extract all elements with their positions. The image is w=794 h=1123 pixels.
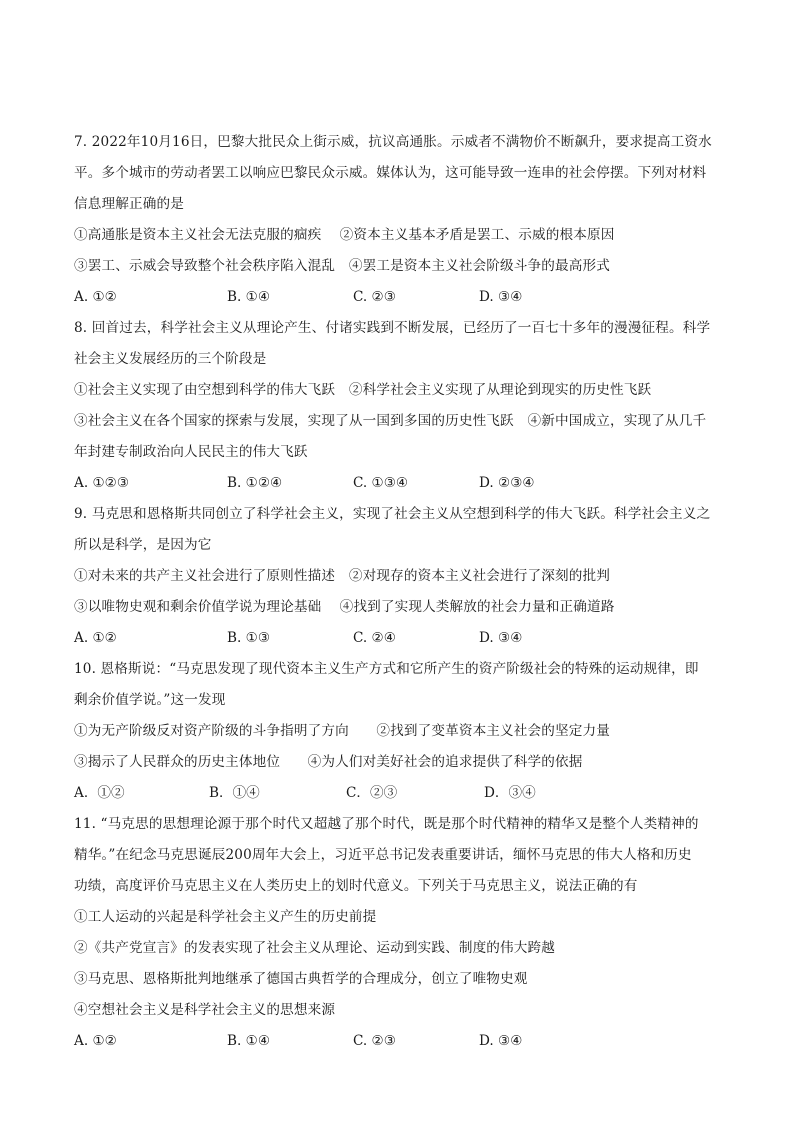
option-d[interactable]: D．③④ — [484, 785, 536, 801]
option-c[interactable]: C．②③ — [346, 785, 398, 801]
question-8-statement-2: ③社会主义在各个国家的探索与发展，实现了从一国到多国的历史性飞跃 ④新中国成立，实现了从几千 — [74, 413, 707, 429]
question-9-statement-2: ③以唯物史观和剩余价值学说为理论基础 ④找到了实现人类解放的社会力量和正确道路 — [74, 599, 615, 615]
question-8-statement-3: 年封建专制政治向人民民主的伟大飞跃 — [74, 444, 308, 460]
question-11-options — [74, 1031, 634, 1051]
question-7-statement-1: ①高通胀是资本主义社会无法克服的痼疾 ②资本主义基本矛盾是罢工、示威的根本原因 — [74, 227, 615, 243]
question-11-statement-1: ①工人运动的兴起是科学社会主义产生的历史前提 — [74, 909, 377, 925]
question-10-statement-2: ③揭示了人民群众的历史主体地位 ④为人们对美好社会的追求提供了科学的依据 — [74, 754, 583, 770]
option-d[interactable]: D. ③④ — [479, 1033, 523, 1049]
option-d[interactable]: D. ③④ — [479, 630, 523, 646]
option-c[interactable]: C. ②④ — [353, 630, 396, 646]
option-a[interactable]: A. ①② — [74, 289, 117, 305]
question-7-options — [74, 287, 634, 307]
option-b[interactable]: B. ①④ — [227, 289, 271, 305]
question-8-statement-1: ①社会主义实现了由空想到科学的伟大飞跃 ②科学社会主义实现了从理论到现实的历史性飞跃 — [74, 382, 652, 398]
question-9-options — [74, 628, 634, 648]
question-11-statement-2: ②《共产党宣言》的发表实现了社会主义从理论、运动到实践、制度的伟大跨越 — [74, 940, 556, 956]
option-c[interactable]: C. ①③④ — [353, 475, 409, 491]
question-7-stem-line-3: 信息理解正确的是 — [74, 196, 184, 212]
question-10-options — [74, 783, 634, 803]
question-10-statement-1: ①为无产阶级反对资产阶级的斗争指明了方向 ②找到了变革资本主义社会的坚定力量 — [74, 723, 611, 739]
question-7-stem-line-2: 平。多个城市的劳动者罢工以响应巴黎民众示威。媒体认为，这可能导致一连串的社会停摆。下列对材料 — [74, 165, 707, 181]
question-7-statement-2: ③罢工、示威会导致整个社会秩序陷入混乱 ④罢工是资本主义社会阶级斗争的最高形式 — [74, 258, 611, 274]
question-7-stem-line-1: 7. 2022年10月16日，巴黎大批民众上街示威，抗议高通胀。示威者不满物价不断飙升，要求提高工资水 — [74, 134, 712, 150]
question-8-options — [74, 473, 634, 493]
question-9-stem-line-1: 9. 马克思和恩格斯共同创立了科学社会主义，实现了社会主义从空想到科学的伟大飞跃。科学社会主义之 — [74, 506, 711, 522]
question-11-statement-3: ③马克思、恩格斯批判地继承了德国古典哲学的合理成分，创立了唯物史观 — [74, 971, 528, 987]
question-11-stem-line-1: 11. “马克思的思想理论源于那个时代又超越了那个时代，既是那个时代精神的精华又是整个人类精神的 — [74, 816, 699, 832]
option-b[interactable]: B. ①④ — [227, 1033, 271, 1049]
option-a[interactable]: A. ①② — [74, 1033, 117, 1049]
option-d[interactable]: D. ③④ — [479, 289, 523, 305]
question-8-stem-line-1: 8. 回首过去，科学社会主义从理论产生、付诸实践到不断发展，已经历了一百七十多年的漫漫征程。科学 — [74, 320, 711, 336]
question-11-statement-4: ④空想社会主义是科学社会主义的思想来源 — [74, 1002, 336, 1018]
question-9-stem-line-2: 所以是科学，是因为它 — [74, 537, 212, 553]
question-11-stem-line-3: 功绩，高度评价马克思主义在人类历史上的划时代意义。下列关于马克思主义，说法正确的有 — [74, 878, 638, 894]
question-8-stem-line-2: 社会主义发展经历的三个阶段是 — [74, 351, 267, 367]
question-10-stem-line-2: 剩余价值学说。”这一发现 — [74, 692, 226, 708]
option-a[interactable]: A．①② — [74, 785, 125, 801]
option-a[interactable]: A. ①②③ — [74, 475, 130, 491]
question-11-stem-line-2: 精华。”在纪念马克思诞辰200周年大会上，习近平总书记发表重要讲话，缅怀马克思的伟大人格和历史 — [74, 847, 692, 863]
option-b[interactable]: B. ①③ — [227, 630, 271, 646]
option-d[interactable]: D. ②③④ — [479, 475, 535, 491]
option-b[interactable]: B．①④ — [209, 785, 260, 801]
question-9-statement-1: ①对未来的共产主义社会进行了原则性描述 ②对现存的资本主义社会进行了深刻的批判 — [74, 568, 611, 584]
question-10-stem-line-1: 10. 恩格斯说：“马克思发现了现代资本主义生产方式和它所产生的资产阶级社会的特殊的运动规律，即 — [74, 661, 699, 677]
option-c[interactable]: C. ②③ — [353, 289, 396, 305]
option-c[interactable]: C. ②③ — [353, 1033, 396, 1049]
option-a[interactable]: A. ①② — [74, 630, 117, 646]
option-b[interactable]: B. ①②④ — [227, 475, 283, 491]
